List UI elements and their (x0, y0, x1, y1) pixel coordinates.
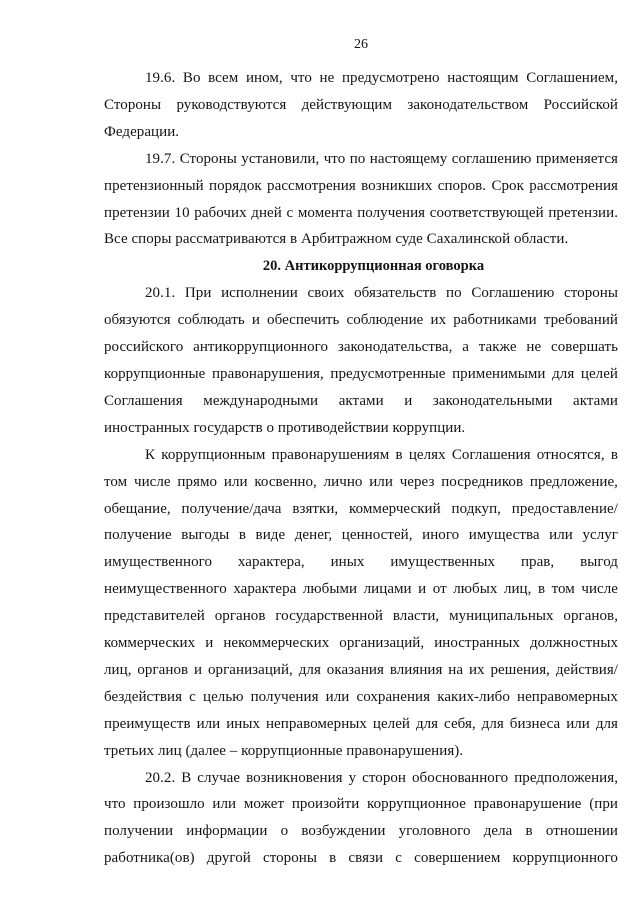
paragraph-19-7: 19.7. Стороны установили, что по настоящему соглашению применяется претензионный порядок рассмотрения возникших споров. Срок рассмотрения претензии 10 рабочих дней с момента получения соответствующей претензии. Все споры рассматриваются в Арбитражном суде Сахалинской области. (104, 150, 618, 248)
paragraph-20-1: 20.1. При исполнении своих обязательств по Соглашению стороны обязуются соблюдать и обеспечить соблюдение их работниками требований российского антикоррупционного законодательства, а также не совершать коррупционные правонарушения, предусмотренные применимыми для целей Соглашения международными актами и законодательными актами иностранных государств о противодействии коррупции. (104, 285, 618, 436)
section-heading-20: 20. Антикоррупционная оговорка (262, 258, 485, 275)
paragraph-19-6: 19.6. Во всем ином, что не предусмотрено настоящим Соглашением, Стороны руководствуются действующим законодательством Российской Федерации. (104, 70, 618, 140)
page-number: 26 (354, 37, 368, 52)
paragraph-20-2: 20.2. В случае возникновения у сторон обоснованного предположения, что произошло или может произойти коррупционное правонарушение (при получении информации о возбуждении уголовного дела в отношении работника(ов) другой стороны в связи с совершением коррупционного (104, 769, 618, 867)
paragraph-20-1-continuation: К коррупционным правонарушениям в целях Соглашения относятся, в том числе прямо или косвенно, лично или через посредников предложение, обещание, получение/дача взятки, коммерческий подкуп, предоставление/получение выгоды в виде денег, ценностей, иного имущества или услуг имущественного характера, иных имущественных прав, выгод неимущественного характера любыми лицами и от любых лиц, в том числе представителей органов государственной власти, муниципальных органов, коммерческих и некоммерческих организаций, иностранных должностных лиц, органов и организаций, для оказания влияния на их решения, действия/бездействия с целью получения или сохранения каких-либо неправомерных преимуществ или иных неправомерных целей для себя, для бизнеса или для третьих лиц (далее – коррупционные правонарушения). (104, 446, 618, 759)
